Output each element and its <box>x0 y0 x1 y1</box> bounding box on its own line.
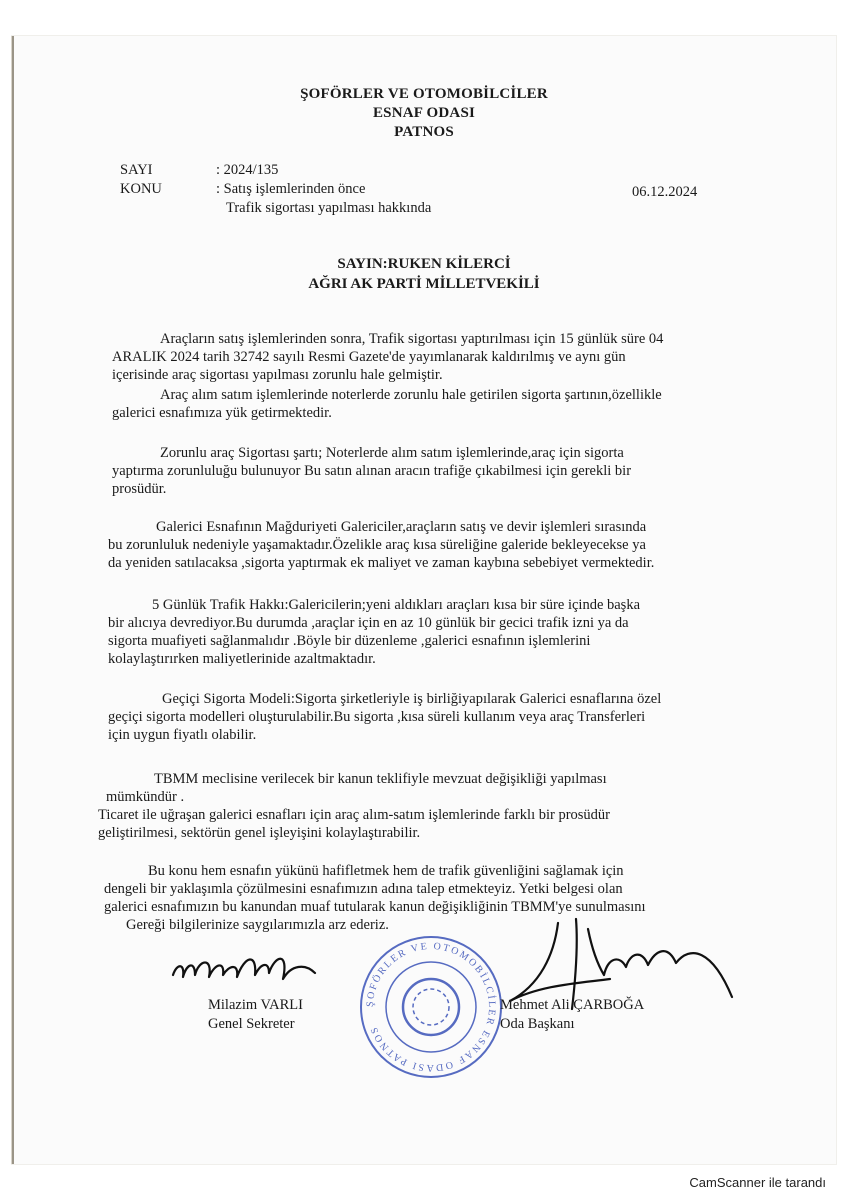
addressee-title: AĞRI AK PARTİ MİLLETVEKİLİ <box>308 276 540 292</box>
paragraph-line: yaptırma zorunluluğu bulunuyor Bu satın alınan aracın trafiğe çıkabilmesi için gerekli bir <box>112 463 632 479</box>
left-signature <box>165 945 335 1005</box>
paragraph-line: 5 Günlük Trafik Hakkı:Galericilerin;yeni aldıkları araçları kısa bir süre içinde başka <box>152 597 641 613</box>
paragraph-line: Galerici Esnafının Mağduriyeti Galericiler,araçların satış ve devir işlemleri sırasında <box>156 519 647 535</box>
konu-value-cont: Trafik sigortası yapılması hakkında <box>226 200 432 216</box>
paragraph-line: da yeniden satılacaksa ,sigorta yaptırmak ek maliyet ve zaman kaybına sebebiyet vermektedir. <box>108 555 655 571</box>
sayi-label: SAYI <box>120 162 153 178</box>
paragraph-line: galerici esnafımızın bu kanundan muaf tutularak kanun değişikliğinin TBMM'ye sunulmasını <box>104 899 646 915</box>
sayi-value: : 2024/135 <box>216 162 279 178</box>
paragraph-3 <box>112 444 631 498</box>
left-signatory-name: Milazim VARLI <box>208 997 303 1013</box>
paragraph-line: Araç alım satım işlemlerinde noterlerde zorunlu hale getirilen sigorta şartının,özellikle <box>160 387 662 403</box>
paragraph-7 <box>106 770 607 806</box>
paragraph-line: için uygun fiyatlı olabilir. <box>108 727 257 743</box>
paragraph-line: mümkündür . <box>106 789 185 805</box>
paragraph-8 <box>98 806 610 842</box>
paragraph-line: kolaylaştırırken maliyetlerinide azaltmaktadır. <box>108 651 376 667</box>
right-signatory-title: Oda Başkanı <box>500 1016 575 1032</box>
svg-text:ŞOFÖRLER VE OTOMOBİLCİLER ESNA: ŞOFÖRLER VE OTOMOBİLCİLER ESNAF ODASI PATNOS <box>364 940 498 1074</box>
paragraph-4 <box>108 518 654 572</box>
scanner-watermark: CamScanner ile tarandı <box>689 1175 826 1190</box>
konu-label: KONU <box>120 181 162 197</box>
right-signatory-name: Mehmet Ali ÇARBOĞA <box>500 997 645 1013</box>
document-date: 06.12.2024 <box>632 184 698 200</box>
paragraph-line: içerisinde araç sigortası yapılması zorunlu hale gelmiştir. <box>112 367 443 383</box>
paragraph-line: TBMM meclisine verilecek bir kanun teklifiyle mevzuat değişikliği yapılması <box>154 771 607 787</box>
paragraph-2 <box>112 386 662 422</box>
paragraph-line: Gereği bilgilerinize saygılarımızla arz ederiz. <box>126 917 389 933</box>
paragraph-line: geliştirilmesi, sektörün genel işleyişini kolaylaştırabilir. <box>98 825 421 841</box>
paragraph-line: dengeli bir yaklaşımla çözülmesini esnafımızın adına talep etmekteyiz. Yetki belgesi olan <box>104 881 623 897</box>
paragraph-line: Geçiçi Sigorta Modeli:Sigorta şirketleriyle iş birliğiyapılarak Galerici esnaflarına özel <box>162 691 662 707</box>
left-signatory-title: Genel Sekreter <box>208 1016 295 1032</box>
paragraph-5 <box>108 596 640 668</box>
org-name-line2: ESNAF ODASI <box>372 105 476 121</box>
paragraph-line: geçiçi sigorta modelleri oluşturulabilir.Bu sigorta ,kısa süreli kullanım veya araç Transferleri <box>108 709 646 725</box>
paragraph-1 <box>112 330 663 384</box>
paragraph-line: bu zorunluluk nedeniyle yaşamaktadır.Özelikle araç kısa süreliğine galeride bekleyecekse ya <box>108 537 646 553</box>
konu-value: : Satış işlemlerinden önce <box>216 181 366 197</box>
paragraph-line: prosüdür. <box>112 481 167 497</box>
paragraph-line: Ticaret ile uğraşan galerici esnafları için araç alım-satım işlemlerinde farklı bir prosüdür <box>98 807 611 823</box>
paragraph-line: Bu konu hem esnafın yükünü hafifletmek hem de trafik güvenliğini sağlamak için <box>148 863 624 879</box>
addressee-name: SAYIN:RUKEN KİLERCİ <box>337 256 511 272</box>
paragraph-line: Zorunlu araç Sigortası şartı; Noterlerde alım satım işlemlerinde,araç için sigorta <box>160 445 624 461</box>
paragraph-line: ARALIK 2024 tarih 32742 sayılı Resmi Gazete'de yayımlanarak kaldırılmış ve aynı gün <box>112 349 626 365</box>
paragraph-line: Araçların satış işlemlerinden sonra, Trafik sigortası yaptırılması için 15 günlük süre 04 <box>160 331 664 347</box>
paragraph-line: sigorta muafiyeti sağlanmalıdır .Böyle bir düzenleme ,galerici esnafının işlemlerini <box>108 633 591 649</box>
paragraph-line: bir alıcıya devrediyor.Bu durumda ,araçlar için en az 10 günlük bir gecici trafik izni ya da <box>108 615 629 631</box>
paragraph-line: galerici esnafımıza yük getirmektedir. <box>112 405 332 421</box>
org-name-line1: ŞOFÖRLER VE OTOMOBİLCİLER <box>300 86 548 102</box>
paragraph-6 <box>108 690 661 744</box>
org-name-line3: PATNOS <box>394 124 454 140</box>
